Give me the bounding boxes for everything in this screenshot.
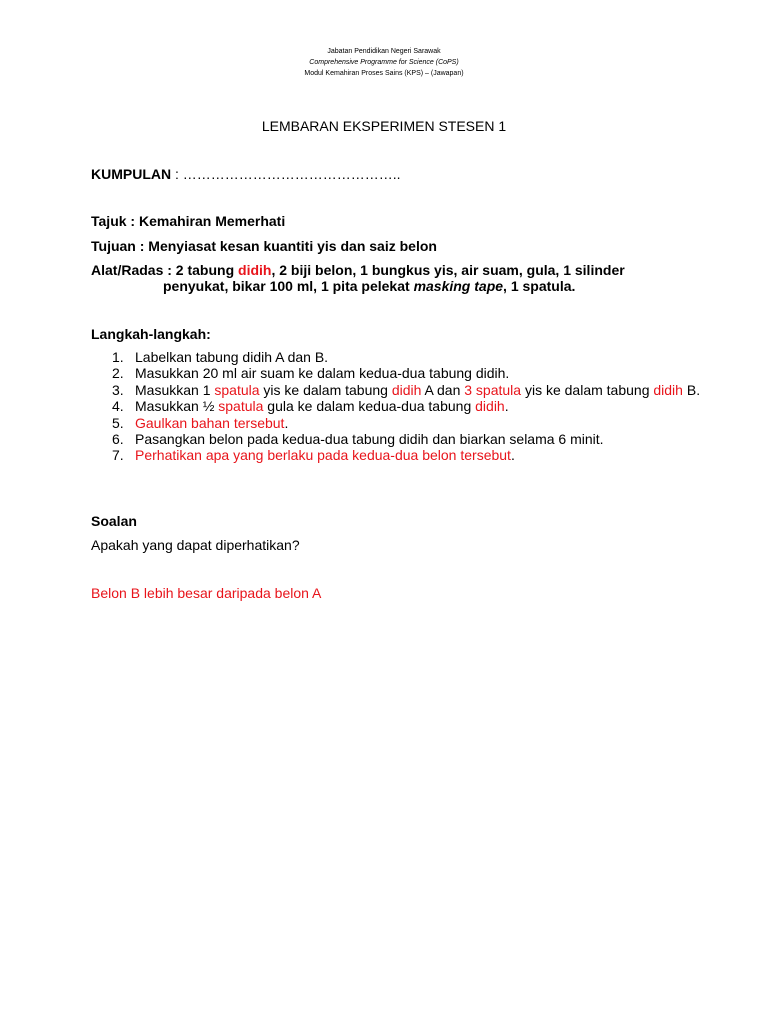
alat-radas-line-2	[163, 278, 575, 294]
alat-masking-tape: masking tape	[413, 278, 504, 294]
kumpulan-separator: :	[171, 166, 183, 182]
header-line-3: Modul Kemahiran Proses Sains (KPS) – (Jawapan)	[304, 70, 464, 77]
step-number: 6.	[112, 431, 124, 448]
kumpulan-field	[91, 166, 401, 182]
step-highlight: spatula	[214, 381, 260, 398]
step-number: 2.	[112, 365, 124, 382]
step-highlight: didih	[391, 381, 422, 398]
step-text: yis ke dalam tabung	[521, 381, 654, 398]
step-text: gula ke dalam kedua-dua tabung	[263, 398, 476, 415]
step-number: 3.	[112, 381, 124, 398]
step-text: B.	[682, 381, 701, 398]
step-highlight: didih	[475, 398, 505, 415]
alat-radas-line-1	[91, 262, 625, 278]
step-text: Pasangkan belon pada kedua-dua tabung didih dan biarkan selama 6 minit.	[135, 431, 604, 448]
step-item	[112, 415, 702, 431]
step-highlight: didih	[653, 381, 683, 398]
step-text: yis ke dalam tabung	[259, 381, 392, 398]
step-text: .	[504, 398, 509, 415]
step-item	[112, 382, 702, 398]
step-text: .	[284, 414, 289, 431]
step-number: 1.	[112, 349, 124, 365]
step-highlight: 3 spatula	[464, 381, 522, 398]
answer-text: Belon B lebih besar daripada belon A	[91, 585, 322, 601]
step-highlight: spatula	[218, 398, 264, 415]
kumpulan-blank: ………………………………………..	[182, 166, 401, 182]
header-line-2: Comprehensive Programme for Science (CoPS)	[309, 59, 459, 66]
step-text: Masukkan 1	[135, 381, 215, 398]
step-item	[112, 398, 702, 414]
steps-list	[112, 349, 702, 464]
soalan-heading: Soalan	[91, 513, 137, 529]
alat-text-1: Alat/Radas : 2 tabung	[91, 262, 239, 278]
alat-text-2: , 2 biji belon, 1 bungkus yis, air suam, gula, 1 silinder	[271, 262, 625, 278]
langkah-heading: Langkah-langkah:	[91, 326, 211, 342]
step-text: Labelkan tabung didih A dan B.	[135, 349, 329, 365]
step-text: A dan	[421, 381, 465, 398]
step-item	[112, 431, 702, 447]
page-title: LEMBARAN EKSPERIMEN STESEN 1	[261, 118, 507, 134]
alat-text-4: , 1 spatula.	[503, 278, 576, 294]
kumpulan-label: KUMPULAN	[91, 166, 172, 182]
step-text: Masukkan 20 ml air suam ke dalam kedua-dua tabung didih.	[135, 365, 510, 382]
alat-highlight-didih: didih	[238, 262, 272, 278]
step-number: 7.	[112, 447, 124, 464]
header-line-1: Jabatan Pendidikan Negeri Sarawak	[327, 48, 441, 55]
step-text: .	[510, 447, 515, 464]
question-text: Apakah yang dapat diperhatikan?	[91, 537, 300, 553]
tajuk-line: Tajuk : Kemahiran Memerhati	[91, 213, 286, 229]
step-highlight: Gaulkan bahan tersebut	[135, 414, 285, 431]
step-number: 4.	[112, 398, 124, 415]
step-item	[112, 365, 702, 381]
step-highlight: Perhatikan apa yang berlaku pada kedua-dua belon tersebut	[135, 447, 511, 464]
alat-text-3: penyukat, bikar 100 ml, 1 pita pelekat	[163, 278, 414, 294]
step-number: 5.	[112, 414, 124, 431]
tujuan-line: Tujuan : Menyiasat kesan kuantiti yis dan saiz belon	[91, 238, 437, 254]
step-text: Masukkan ½	[135, 398, 219, 415]
step-item	[112, 349, 702, 365]
step-item	[112, 447, 702, 463]
